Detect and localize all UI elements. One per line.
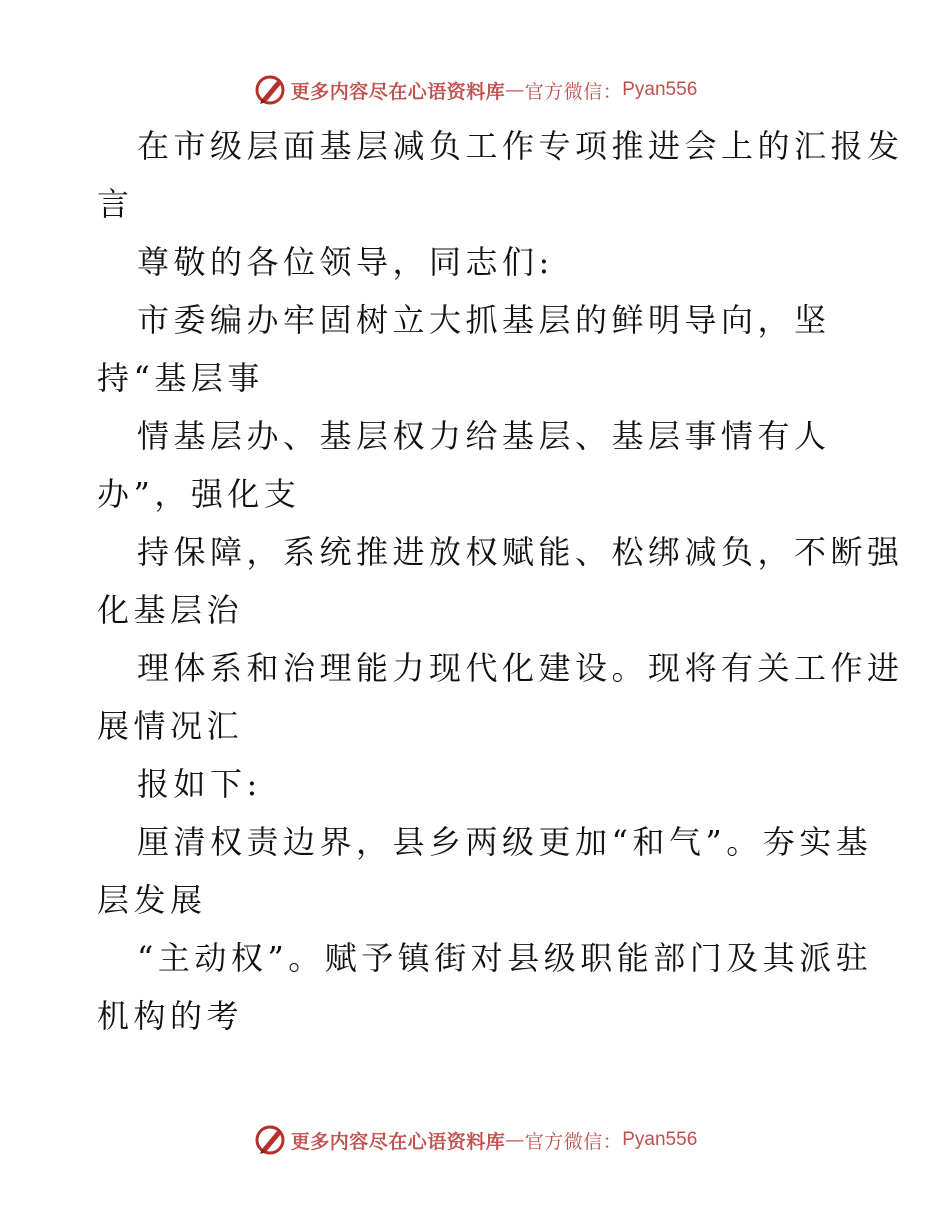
banner-dash: — bbox=[505, 79, 525, 101]
footer-watermark-banner bbox=[0, 1120, 950, 1160]
paragraph-line: 化基层治 bbox=[97, 591, 244, 629]
paragraph-line: 市委编办牢固树立大抓基层的鲜明导向，坚 bbox=[137, 301, 831, 339]
title-line-2: 言 bbox=[97, 185, 134, 223]
paragraph-line: “主动权”。赋予镇街对县级职能部门及其派驻 bbox=[137, 939, 873, 977]
paragraph-line: 展情况汇 bbox=[97, 707, 244, 745]
paragraph-line: 情基层办、基层权力给基层、基层事情有人 bbox=[137, 417, 831, 455]
banner-site-name: 更多内容尽在心语资料库 bbox=[290, 80, 506, 103]
pen-logo-icon bbox=[253, 1123, 287, 1157]
banner-dash: — bbox=[505, 1129, 525, 1151]
paragraph-line: 持保障，系统推进放权赋能、松绑减负，不断强 bbox=[137, 533, 904, 571]
paragraph-line: 办”，强化支 bbox=[97, 475, 301, 513]
paragraph-line: 持“基层事 bbox=[97, 359, 264, 397]
pen-logo-icon bbox=[253, 73, 287, 107]
header-watermark-banner bbox=[0, 70, 950, 110]
title-line-1: 在市级层面基层减负工作专项推进会上的汇报发 bbox=[137, 127, 904, 165]
paragraph-line: 厘清权责边界，县乡两级更加“和气”。夯实基 bbox=[137, 823, 873, 861]
banner-wechat-label: 官方微信： bbox=[524, 80, 623, 103]
banner-wechat-id: Pyan556 bbox=[622, 79, 698, 100]
paragraph-line: 理体系和治理能力现代化建设。现将有关工作进 bbox=[137, 649, 904, 687]
banner-wechat-label: 官方微信： bbox=[524, 1130, 623, 1153]
banner-wechat-id: Pyan556 bbox=[622, 1129, 698, 1150]
paragraph-line: 报如下: bbox=[137, 765, 262, 803]
salutation: 尊敬的各位领导，同志们: bbox=[137, 243, 554, 281]
paragraph-line: 层发展 bbox=[97, 881, 207, 919]
banner-site-name: 更多内容尽在心语资料库 bbox=[290, 1130, 506, 1153]
paragraph-line: 机构的考 bbox=[97, 997, 244, 1035]
